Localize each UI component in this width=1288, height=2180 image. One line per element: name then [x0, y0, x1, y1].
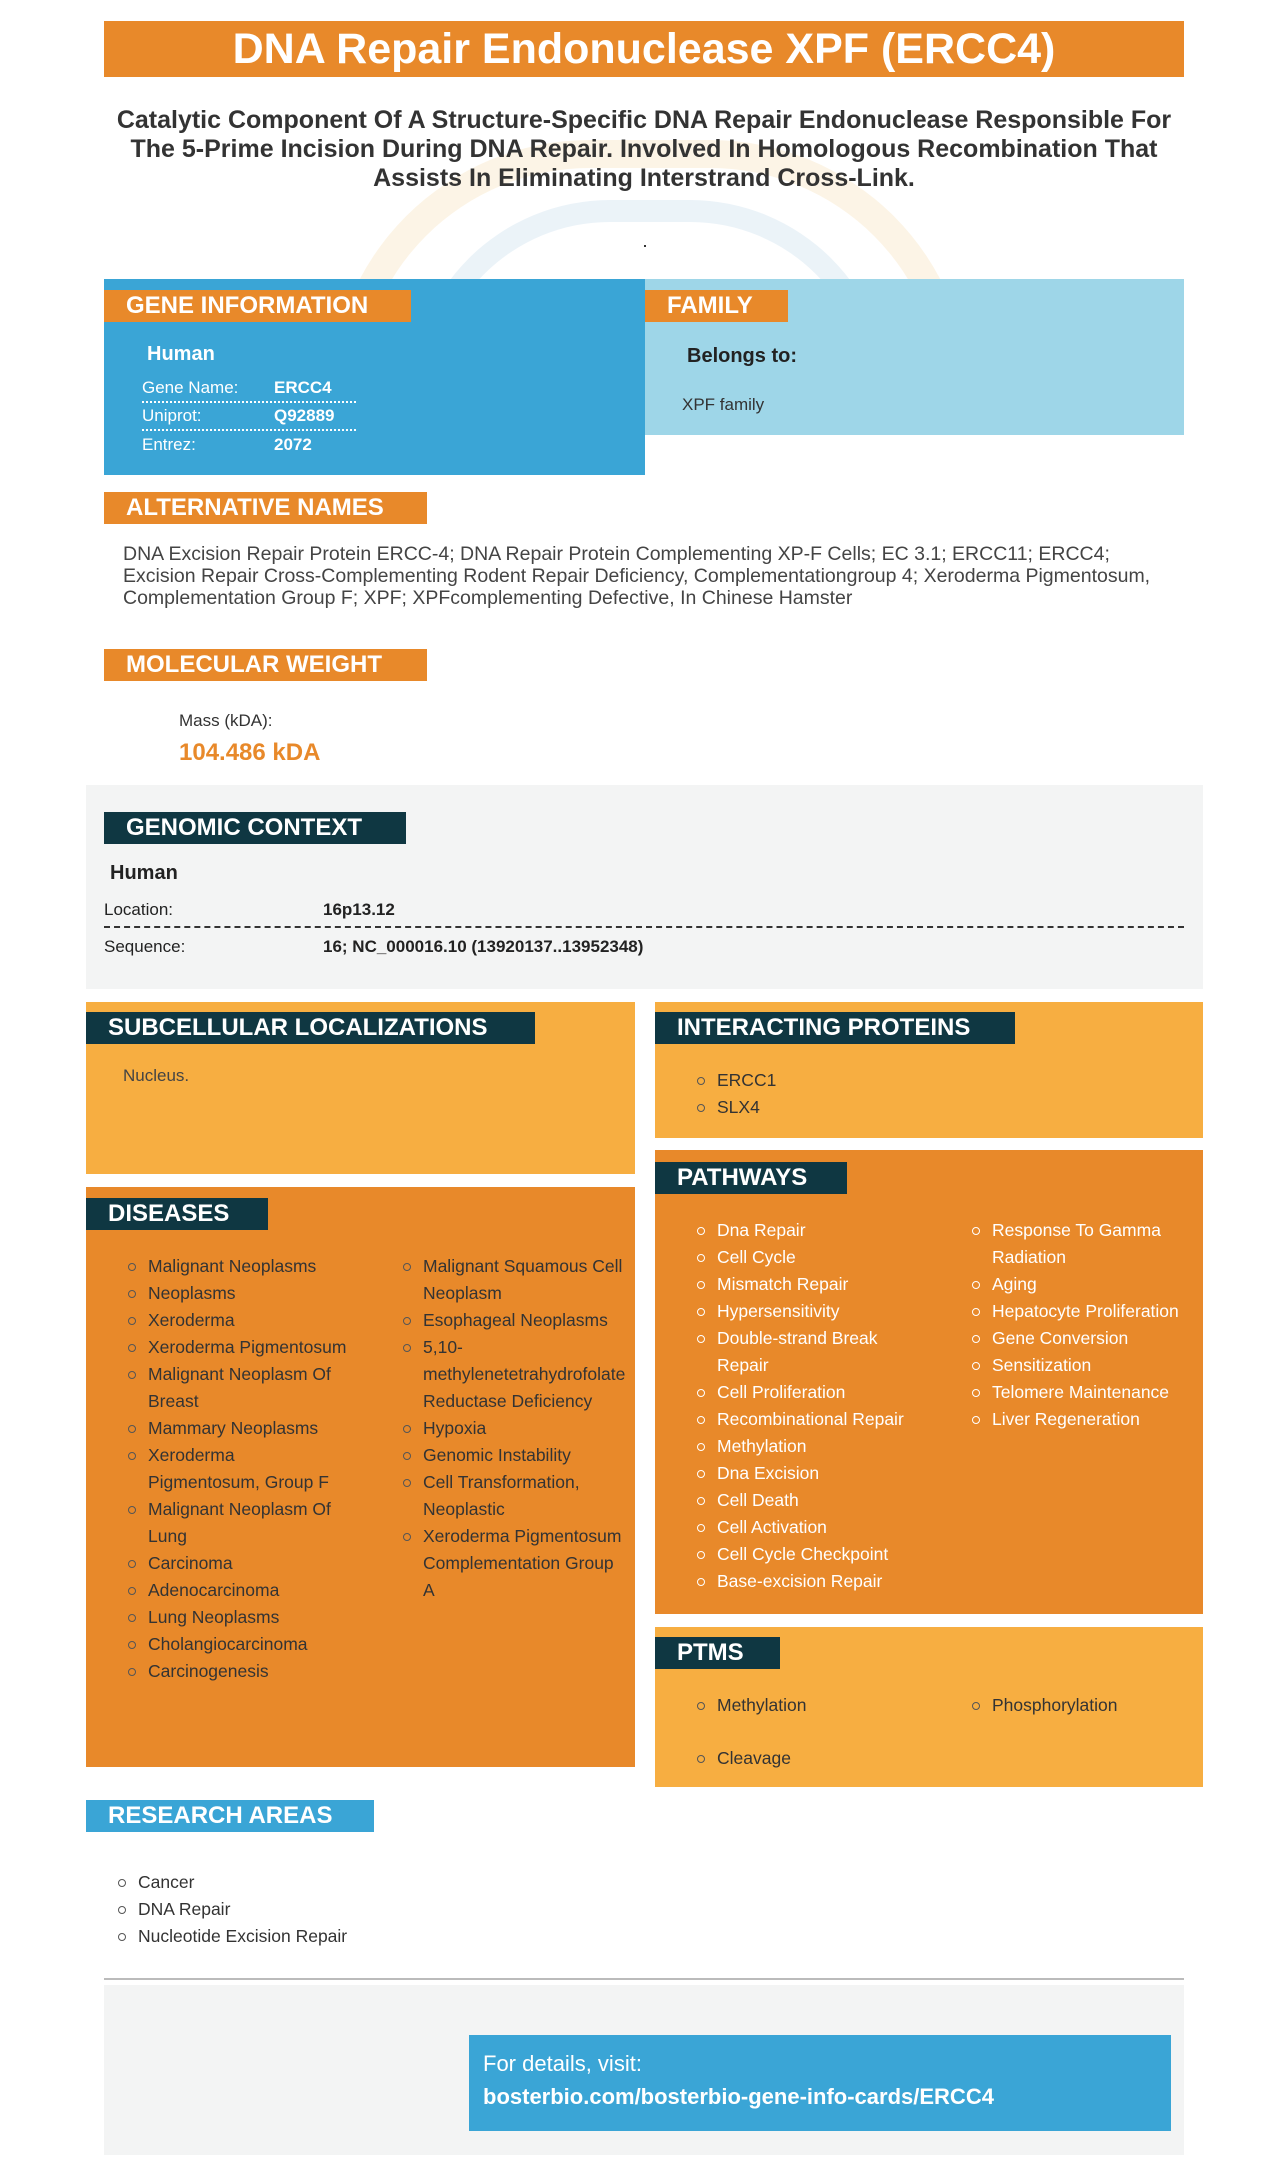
list-item: Cleavage	[697, 1745, 791, 1772]
list-item: Liver Regeneration	[972, 1406, 1192, 1433]
list-item: 5,10-methylenetetrahydrofolate Reductase Deficiency	[403, 1334, 628, 1415]
list-item: Methylation	[697, 1692, 807, 1719]
list-item: Cell Cycle	[697, 1244, 907, 1271]
gene-row-label: Uniprot:	[142, 406, 202, 425]
list-item: Cell Activation	[697, 1514, 907, 1541]
gene-row	[142, 403, 356, 431]
family-heading: FAMILY	[645, 290, 788, 322]
list-item: Mismatch Repair	[697, 1271, 907, 1298]
mass-value: 104.486 kDA	[179, 739, 321, 766]
interacting-heading: INTERACTING PROTEINS	[655, 1012, 1015, 1044]
mass-label: Mass (kDA):	[179, 711, 273, 730]
list-item: Adenocarcinoma	[128, 1577, 348, 1604]
list-item: Carcinoma	[128, 1550, 348, 1577]
pathways-list-col1	[697, 1217, 907, 1595]
list-item: Cell Transformation, Neoplastic	[403, 1469, 628, 1523]
gene-info-heading: GENE INFORMATION	[104, 290, 411, 322]
gene-row-label: Entrez:	[142, 435, 196, 454]
list-item: Malignant Neoplasms	[128, 1253, 348, 1280]
page-subtitle: Catalytic Component Of A Structure-Specific DNA Repair Endonuclease Responsible For The 5-Prime Incision During DNA Repair. Involved In Homologous Recombination That Assists In Eliminating Interstrand Cross-Link.	[116, 106, 1172, 192]
subcellular-value: Nucleus.	[123, 1066, 190, 1085]
interacting-list	[697, 1067, 776, 1121]
gene-row-value: Q92889	[274, 406, 335, 425]
pathways-list-col2	[972, 1217, 1192, 1433]
list-item: Nucleotide Excision Repair	[118, 1923, 347, 1950]
molecular-weight-heading: MOLECULAR WEIGHT	[104, 649, 427, 681]
sequence-label: Sequence:	[104, 937, 186, 956]
page-title: DNA Repair Endonuclease XPF (ERCC4)	[104, 21, 1184, 77]
gene-row-value: ERCC4	[274, 378, 332, 397]
list-item: Malignant Squamous Cell Neoplasm	[403, 1253, 628, 1307]
list-item: Xeroderma Pigmentosum Complementation Group A	[403, 1523, 628, 1604]
list-item: Xeroderma Pigmentosum	[128, 1334, 348, 1361]
family-value: XPF family	[682, 395, 765, 414]
list-item: Cell Death	[697, 1487, 907, 1514]
gene-row	[142, 431, 356, 459]
pathways-heading: PATHWAYS	[655, 1162, 847, 1194]
genomic-location-row	[104, 894, 1184, 928]
research-heading: RESEARCH AREAS	[86, 1800, 374, 1832]
gene-row-label: Gene Name:	[142, 378, 239, 397]
list-item: Hypersensitivity	[697, 1298, 907, 1325]
list-item: Genomic Instability	[403, 1442, 628, 1469]
ptms-list-col2	[972, 1692, 1118, 1719]
diseases-list-col1	[128, 1253, 348, 1685]
list-item: Dna Repair	[697, 1217, 907, 1244]
location-value: 16p13.12	[323, 900, 395, 919]
gene-row	[142, 375, 356, 403]
list-item: Telomere Maintenance	[972, 1379, 1192, 1406]
gene-info-table	[142, 375, 356, 459]
list-item: Cholangiocarcinoma	[128, 1631, 348, 1658]
list-item: Double-strand Break Repair	[697, 1325, 907, 1379]
genomic-context-heading: GENOMIC CONTEXT	[104, 812, 406, 844]
list-item: Sensitization	[972, 1352, 1192, 1379]
genomic-species: Human	[110, 862, 178, 884]
research-list	[118, 1869, 347, 1950]
location-label: Location:	[104, 900, 173, 919]
list-item: Phosphorylation	[972, 1692, 1118, 1719]
footer-link-box[interactable]	[469, 2035, 1171, 2131]
list-item: Gene Conversion	[972, 1325, 1192, 1352]
diseases-heading: DISEASES	[86, 1198, 268, 1230]
list-item: Mammary Neoplasms	[128, 1415, 348, 1442]
footer-link[interactable]: bosterbio.com/bosterbio-gene-info-cards/ERCC4	[483, 2084, 994, 2109]
list-item: Cell Cycle Checkpoint	[697, 1541, 907, 1568]
list-item: Hepatocyte Proliferation	[972, 1298, 1192, 1325]
genomic-sequence-row	[104, 930, 1184, 964]
list-item: Response To Gamma Radiation	[972, 1217, 1192, 1271]
list-item: Carcinogenesis	[128, 1658, 348, 1685]
divider-dot	[644, 245, 646, 247]
footer-divider	[104, 1978, 1184, 1980]
list-item: Dna Excision	[697, 1460, 907, 1487]
list-item: Cell Proliferation	[697, 1379, 907, 1406]
sequence-value: 16; NC_000016.10 (13920137..13952348)	[323, 937, 644, 956]
gene-species: Human	[147, 343, 215, 365]
ptms-heading: PTMS	[655, 1637, 780, 1669]
list-item: Methylation	[697, 1433, 907, 1460]
list-item: Recombinational Repair	[697, 1406, 907, 1433]
list-item: Esophageal Neoplasms	[403, 1307, 628, 1334]
list-item: Xeroderma Pigmentosum, Group F	[128, 1442, 348, 1496]
alt-names-text: DNA Excision Repair Protein ERCC-4; DNA Repair Protein Complementing XP-F Cells; EC 3.1; ERCC11; ERCC4; Excision Repair Cross-Complementing Rodent Repair Deficiency, Complementationgroup 4; Xeroderma Pigmentosum, Complementation Group F; XPF; XPFcomplementing Defective, In Chinese Hamster	[123, 543, 1151, 609]
ptms-list-col1	[697, 1692, 807, 1719]
list-item: Xeroderma	[128, 1307, 348, 1334]
list-item: Hypoxia	[403, 1415, 628, 1442]
list-item: Lung Neoplasms	[128, 1604, 348, 1631]
list-item: ERCC1	[697, 1067, 776, 1094]
diseases-list-col2	[403, 1253, 628, 1604]
list-item: Aging	[972, 1271, 1192, 1298]
family-belongs-label: Belongs to:	[687, 345, 797, 367]
ptms-list-col3	[697, 1745, 791, 1772]
list-item: Base-excision Repair	[697, 1568, 907, 1595]
list-item: Malignant Neoplasm Of Breast	[128, 1361, 348, 1415]
gene-row-value: 2072	[274, 435, 312, 454]
list-item: SLX4	[697, 1094, 776, 1121]
list-item: Malignant Neoplasm Of Lung	[128, 1496, 348, 1550]
list-item: DNA Repair	[118, 1896, 347, 1923]
list-item: Cancer	[118, 1869, 347, 1896]
list-item: Neoplasms	[128, 1280, 348, 1307]
footer-line-1: For details, visit:	[483, 2051, 642, 2076]
alt-names-heading: ALTERNATIVE NAMES	[104, 492, 427, 524]
subcellular-heading: SUBCELLULAR LOCALIZATIONS	[86, 1012, 535, 1044]
